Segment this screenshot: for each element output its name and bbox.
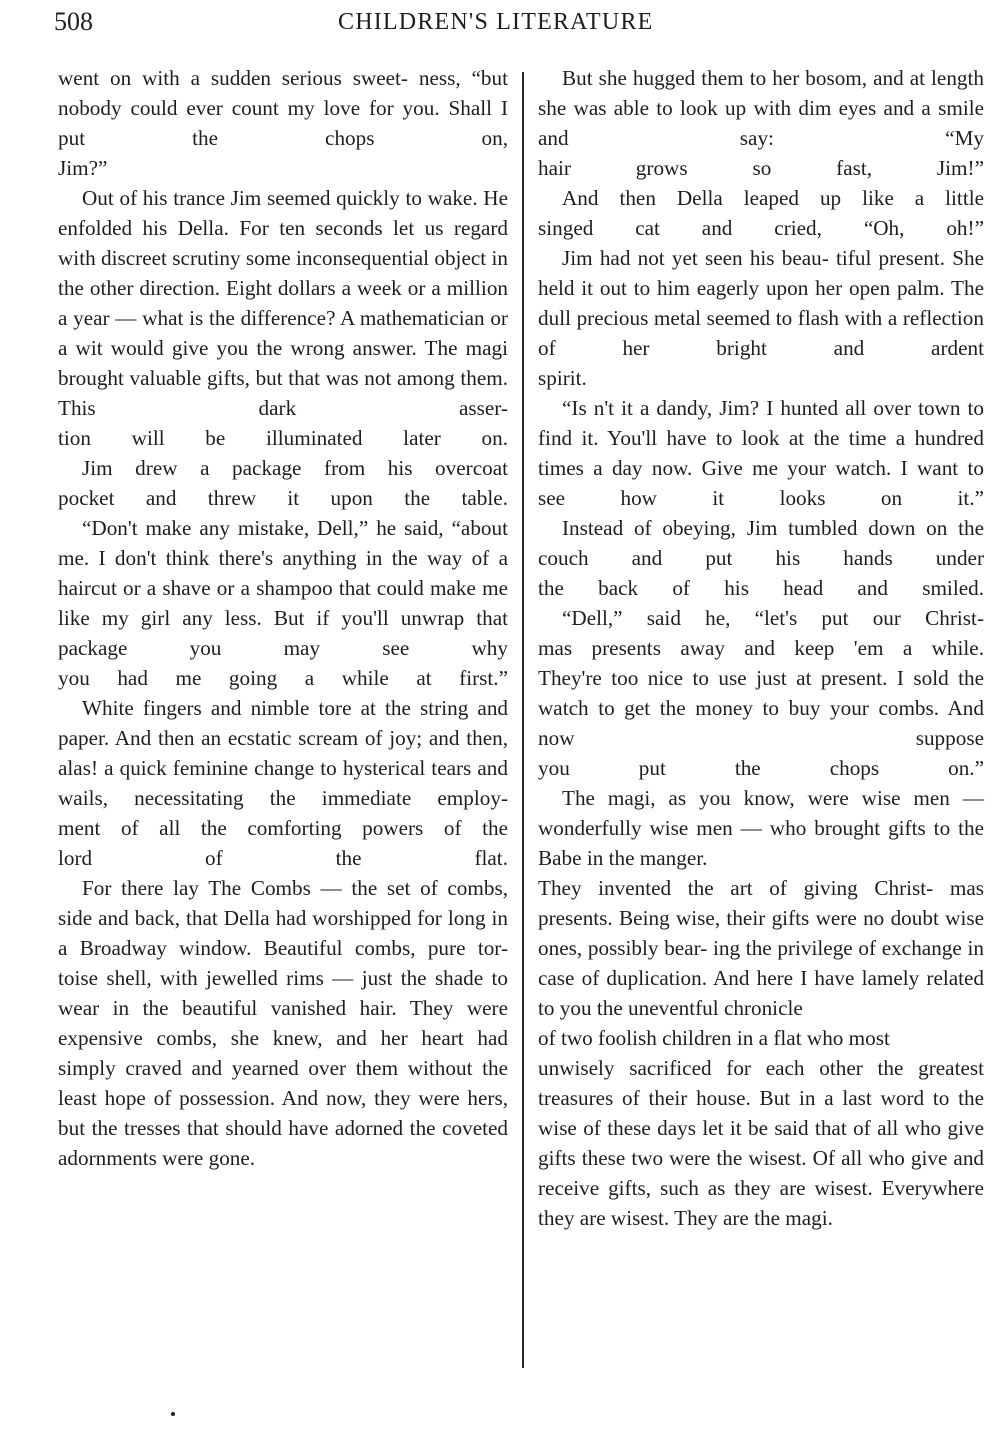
text-line: scrutiny some inconsequential object in [172,246,508,270]
text-line: with dim eyes and a smile and say: “My [538,96,984,150]
text-line: pocket and threw it upon the table. [58,486,508,510]
text-line: feminine change to hysterical tears and [172,756,508,780]
text-line: of combs, side and back, that Della [58,876,509,930]
text-line: you had me going a while at first.” [58,666,508,690]
text-line: simply craved and yearned over them [58,1056,399,1080]
paragraph [538,183,984,243]
text-line: unwisely sacrificed for each other the [538,1056,904,1080]
text-line: ing the privilege of exchange in case of [538,936,984,990]
text-line: love for you. Shall I put the chops on, [58,96,508,150]
text-line: to wake. He enfolded his Della. For [58,186,509,240]
text-line: ment of all the comforting powers of the [58,816,508,840]
paragraph [538,63,984,183]
text-line: you put the chops on.” [538,756,984,780]
text-line: week or a million a year — what is the [58,276,509,330]
paragraph [58,873,508,1173]
paragraph [538,783,984,1233]
text-line: They're too nice to use just at present. [538,666,888,690]
text-line: tiful present. She held it out to him [538,246,984,300]
paragraph [538,393,984,513]
text-line: “Don't make any mistake, Dell,” he [82,516,397,540]
page-header [0,6,1000,38]
text-line: But she hugged them to her bosom, [562,66,868,90]
text-line: anything in the way of a haircut or a [58,546,508,600]
text-line: had worshipped for long in a Broadway [58,906,509,960]
text-line: a reflection of her bright and ardent [538,306,984,360]
text-line: in a last word to the wise of these days [538,1086,984,1140]
text-line: unwrap that package you may see why [58,606,508,660]
text-line: singed cat and cried, “Oh, oh!” [538,216,984,240]
text-line: Jim?” [58,156,108,180]
text-line: Out of his trance Jim seemed quickly [82,186,400,210]
text-line: was not among them. This dark asser- [58,366,508,420]
text-line: said, “about me. I don't think there's [58,516,509,570]
text-line: White fingers and nimble tore at the [82,696,411,720]
text-line: precious metal seemed to flash with [576,306,883,330]
right-column [538,63,984,1233]
text-line: “Dell,” said he, “let's put our Christ- [562,606,984,630]
text-line: Jim had not yet seen his beau- [562,246,829,270]
text-line: buy your combs. And now suppose [538,696,984,750]
text-line: magi brought valuable gifts, but that [58,336,509,390]
text-line: of two foolish children in a flat who most [538,1026,890,1050]
text-line: And now, they were hers, but the [58,1086,508,1140]
paragraph [538,603,984,783]
text-line: mas presents away and keep 'em a while. [538,636,984,660]
paragraph [538,513,984,603]
text-line: string and paper. And then an ecstatic [58,696,509,750]
text-line: the shade to wear in the beautiful [58,966,509,1020]
text-line: would give you the wrong answer. The [110,336,458,360]
text-line: difference? A mathematician or a wit [58,306,508,360]
text-line: give and receive gifts, such as they are [538,1146,985,1200]
paragraph [538,243,984,393]
column-divider [522,72,524,1368]
text-line: ness, “but nobody could ever count my [58,66,509,120]
text-line: toise shell, with jewelled rims — just [58,966,393,990]
text-line: now. Give me your watch. I want to [651,456,984,480]
paragraph [58,183,508,453]
text-line: Jim drew a package from his overcoat [82,456,508,480]
text-line: brought gifts to the Babe in the manger. [538,816,984,870]
text-line: They are the magi. [674,1206,833,1230]
text-line: coveted adornments were gone. [58,1116,508,1170]
text-line: mas presents. Being wise, their gifts [538,876,984,930]
text-line: shave or a shampoo that could make [162,576,476,600]
text-line: me like my girl any less. But if you'll [58,576,508,630]
text-line: greatest treasures of their house. But [538,1056,985,1110]
text-line: wisest. Everywhere they are wisest. [538,1176,984,1230]
text-line: They invented the art of giving Christ- [538,876,934,900]
text-line: without the least hope of possession. [58,1056,508,1110]
text-line: lord of the flat. [58,846,508,870]
text-line: look at the time a hundred times a day [538,426,984,480]
text-line: And then Della leaped up like a little [562,186,984,210]
text-line: For there lay The Combs — the set [82,876,411,900]
paragraph [58,453,508,513]
text-line: wails, necessitating the immediate employ- [58,786,508,810]
text-line: Instead of obeying, Jim tumbled down [562,516,916,540]
text-line: window. Beautiful combs, pure tor- [179,936,508,960]
text-line: tresses that should have adorned the [124,1116,436,1140]
text-line: duplication. And here I have lamely [606,966,920,990]
page-number: 508 [54,7,93,36]
text-line: I sold the watch to get the money to [538,666,985,720]
paragraph [58,63,508,183]
text-line: “Is n't it a dandy, Jim? I hunted [562,396,839,420]
text-line: hair grows so fast, Jim!” [538,156,984,180]
text-line: men — wonderfully wise men — who [538,786,984,840]
text-line: ten seconds let us regard with discreet [58,216,509,270]
text-line: on the couch and put his hands under [538,516,984,570]
paragraph [58,513,508,693]
text-line: let it be said that of all who give gifts [538,1116,984,1170]
text-line: and at length she was able to look up [538,66,984,120]
text-line: these two were the wisest. Of all who [581,1146,905,1170]
text-line: The magi, as you know, were wise [562,786,901,810]
text-line: vanished hair. They were expensive [58,996,509,1050]
stray-ink-mark [171,1412,175,1416]
text-line: spirit. [538,366,587,390]
text-line: related to you the uneventful chronicle [538,966,985,1020]
running-title: CHILDREN'S LITERATURE [338,9,654,35]
text-line: scream of joy; and then, alas! a quick [58,726,508,780]
left-column [58,63,508,1173]
text-line: the back of his head and smiled. [538,576,984,600]
text-line: went on with a sudden serious sweet- [58,66,408,90]
text-line: were no doubt wise ones, possibly bear- [538,906,985,960]
text-line: eagerly upon her open palm. The dull [538,276,984,330]
paragraph [58,693,508,873]
text-line: the other direction. Eight dollars a [58,276,352,300]
text-line: see how it looks on it.” [538,486,984,510]
text-line: all over town to find it. You'll have to [538,396,984,450]
text-line: combs, she knew, and her heart had [156,1026,508,1050]
text-line: tion will be illuminated later on. [58,426,508,450]
